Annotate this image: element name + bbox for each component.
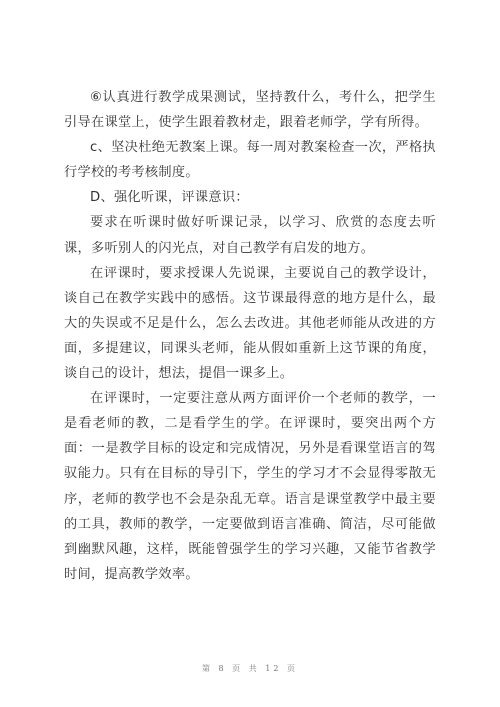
paragraph-lesson-plans: c、坚决杜绝无教案上课。每一周对教案检查一次，严格执行学校的考考核制度。 <box>64 140 436 181</box>
page-number-label: 第 8 页 共 12 页 <box>202 664 298 673</box>
paragraph-heading-lesson-observation: D、强化听课，评课意识： <box>90 190 249 206</box>
paragraph-test-results: ⑥认真进行教学成果测试，坚持教什么，考什么，把学生引导在课堂上，使学生跟着教材走，跟着老师学，学有所得。 <box>64 90 436 131</box>
document-body <box>64 85 436 587</box>
paragraph-lesson-evaluation: 在评课时，要求授课人先说课，主要说自己的教学设计，谈自己在教学实践中的感悟。这节课最得意的地方是什么，最大的失误或不足是什么，怎么去改进。其他老师能从改进的方面，多提建议，同课头老师，能从假如重新上这节课的角度，谈自己的设计，想法，提倡一课多上。 <box>64 265 436 382</box>
page-footer <box>0 663 500 674</box>
paragraph-observation-records: 要求在听课时做好听课记录，以学习、欣赏的态度去听课，多听别人的闪光点，对自己教学有启发的地方。 <box>64 215 436 256</box>
paragraph-evaluation-aspects: 在评课时，一定要注意从两方面评价一个老师的教学，一是看老师的教，二是看学生的学。在评课时，要突出两个方面：一是教学目标的设定和完成情况，另外是看课堂语言的驾驭能力。只有在目标的导引下，学生的学习才不会显得零散无序，老师的教学也不会是杂乱无章。语言是课堂教学中最主要的工具，教师的教学，一定要做到语言准确、简洁，尽可能做到幽默风趣，这样，既能曾强学生的学习兴趣，又能节省教学时间，提高教学效率。 <box>64 391 436 582</box>
